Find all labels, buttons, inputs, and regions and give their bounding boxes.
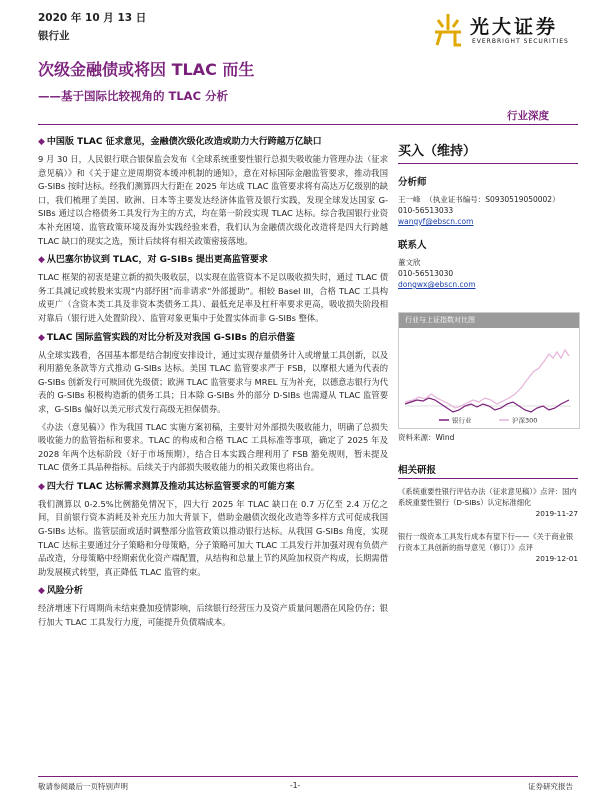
section-paragraph-4: 我们测算以 0-2.5%比例豁免情况下，四大行 2025 年 TLAC 缺口在 0.7 万亿至 2.4 万亿之间，目前银行资本消耗及补充压力加大背景下，借助金融债次级化改造等多样方式可促成我国 G-SIBs 达标。监管层面或适时调整部分监管政策以推动银行达标。从我国 G-SIBs 角度，实现 TLAC 达标主要通过分子策略和分母策略，分子策略可加大 TLAC 工具发行并加强对现有负债产品改造，分母策略中经期索优化资产端配置，从结构和总量上节约风险加权资产构成，长期需借助发展模式转型，真正降低 TLAC 监管约束。 [38, 498, 388, 577]
rating-label: 买入（维持） [398, 144, 477, 159]
section-heading-4: ◆ 四大行 TLAC 达标需求测算及推动其达标监管要求的可能方案 [38, 481, 295, 492]
section-heading-5: ◆ 风险分析 [38, 586, 83, 597]
related-reports-heading: 相关研报 [398, 465, 437, 476]
section-heading-3: ◆ TLAC 国际监管实践的对比分析及对我国 G-SIBs 的启示借鉴 [38, 332, 295, 343]
analyst-cert: （执业证书编号：S0930519050002） [425, 195, 560, 204]
logo-emblem-icon [430, 10, 466, 48]
related-report-item[interactable] [398, 486, 578, 519]
contact-name: 董文欣 [398, 258, 421, 267]
footer-disclaimer: 敬请参阅最后一页特别声明 [38, 782, 128, 791]
analyst-info [398, 194, 578, 227]
section-paragraph-2: TLAC 框架的初衷是建立新的损失吸收层，以实现在监管资本不足以吸收损失时，通过 TLAC 债务工具减记或转股来实现“内部纾困”而非请求“外部援助”。相较 Basel III，合格 TLAC 工具构成更广（含资本类工具及非资本类债务工具）、最低充足率及杠杆率要求更高，吸收损失阶段相对靠后（银行进入处置阶段）、监管对象更集中于处置实体而非 G-SIBs 整体。 [38, 272, 388, 323]
diamond-bullet-icon: ◆ [38, 137, 45, 147]
sidebar [398, 130, 578, 290]
chart-title: 行业与上证指数对比图 [399, 313, 579, 328]
related-report-title: 银行一级资本工具发行成本有望下行——《关于商业银行资本工具创新的指导意见（修订）》点评 [398, 532, 574, 552]
report-title: 次级金融债或将因 TLAC 而生 [38, 60, 255, 79]
report-date: 2020 年 10 月 13 日 [38, 12, 147, 24]
report-type-label: 行业深度 [507, 110, 549, 122]
related-divider [398, 478, 578, 479]
related-report-date: 2019-12-01 [535, 554, 578, 563]
analyst-phone: 010-56513033 [398, 206, 454, 215]
section-paragraph-5: 经济增速下行周期尚未结束叠加疫情影响，后续银行经营压力及资产质量问题潜在风险仍存；银行加大 TLAC 工具发行力度，可能提升负债端成本。 [38, 603, 388, 628]
related-report-item[interactable] [398, 531, 578, 564]
chart-plot [399, 328, 579, 428]
section-heading-1: ◆ 中国版 TLAC 征求意见，金融债次级化改造或助力大行跨越万亿缺口 [38, 137, 322, 147]
contact-email-link[interactable]: dongwx@ebscn.com [398, 280, 476, 289]
logo-subtext: EVERBRIGHT SECURITIES [472, 38, 569, 45]
related-report-title: 《系统重要性银行评估办法（征求意见稿）》点评：国内系统重要性银行（D-SIBs）认定标准细化 [398, 487, 577, 507]
contact-heading: 联系人 [398, 240, 427, 251]
section-paragraph-3a: 从全球实践看，各国基本都是结合制度安排设计，通过实现存量债务计入或增量工具创新，以及利用豁免条款等方式推动 G-SIBs 达标。美国 TLAC 监管要求严于 FSB，以摩根大通为代表的 G-SIBs 创新发行可赎回优先级债；欧洲 TLAC 监管要求与 MREL 互为补充，以德意志银行为代表的 G-SIBs 积极构造新的债务工具；日本除 G-SIBs 外的部分 D-SIBs 也需遵从 TLAC 监管要求，G-SIBs 偏好以美元形式发行高级无担保债券。 [38, 349, 388, 414]
footer-page-number: -1- [290, 781, 301, 790]
report-subtitle: ——基于国际比较视角的 TLAC 分析 [38, 89, 229, 103]
analyst-email-link[interactable]: wangyf@ebscn.com [398, 217, 474, 226]
logo-text: 光大证券 [470, 16, 559, 38]
contact-info [398, 257, 578, 290]
section-paragraph-1: 9 月 30 日，人民银行联合银保监会发布《全球系统重要性银行总损失吸收能力管理办法（征求意见稿）》和《关于建立逆周期资本缓冲机制的通知》，意在对标国际金融监管要求，推动我国 G-SIBs 按时达标。经我们测算四大行距在 2025 年达成 TLAC 监管要求将有高达万亿级别的缺口，我们梳理了美国、欧洲、日本等主要发达经济体监管及银行实践，发现全球发达国家 G-SIBs 通过以合格债务工具发行为主的方式，均在第一阶段实现 TLAC 达标。综合我国银行业资本补充困境、监管政策环境及海外实践经验来看，我们认为金融债次级化改造将是四大行跨越 TLAC 缺口的现实之选，预计后续将有相关政策密接落地。 [38, 154, 388, 246]
legend-label-bank: 银行业 [452, 416, 472, 425]
related-report-date: 2019-11-27 [535, 509, 578, 518]
header-divider [38, 124, 578, 125]
section-paragraph-3b: 《办法（意见稿）》作为我国 TLAC 实施方案初稿，主要针对外部损失吸收能力，明确了总损失吸收能力的监管指标和要求。TLAC 的构成和合格 TLAC 工具标准等事项，确定了 2025 年及 2028 年两个达标阶段（好于市场预期），结合日本实践合理利用了 FSB 豁免规则，暂未提及 TLAC 债务工具品种指标。后续关于内部损失吸收能力的相关政策也将出台。 [38, 421, 388, 473]
section-heading-2: ◆ 从巴塞尔协议到 TLAC，对 G-SIBs 提出更高监管要求 [38, 255, 268, 266]
chart-source: 资料来源：Wind [398, 433, 455, 442]
series-line-bank [405, 398, 569, 412]
main-body [38, 130, 388, 634]
diamond-bullet-icon: ◆ [38, 481, 45, 492]
diamond-bullet-icon: ◆ [38, 255, 45, 266]
industry-label: 银行业 [38, 30, 70, 42]
analyst-heading: 分析师 [398, 177, 427, 188]
series-line-index [405, 350, 569, 408]
footer-divider [38, 776, 578, 777]
company-logo [430, 10, 580, 50]
rating-divider [398, 163, 578, 164]
analyst-name: 王一峰 [398, 195, 421, 204]
legend-label-index: 沪深300 [512, 416, 538, 425]
footer-report-label: 证券研究报告 [528, 782, 573, 791]
contact-phone: 010-56513030 [398, 269, 454, 278]
diamond-bullet-icon: ◆ [38, 586, 45, 597]
price-comparison-chart [398, 312, 580, 429]
diamond-bullet-icon: ◆ [38, 332, 45, 343]
